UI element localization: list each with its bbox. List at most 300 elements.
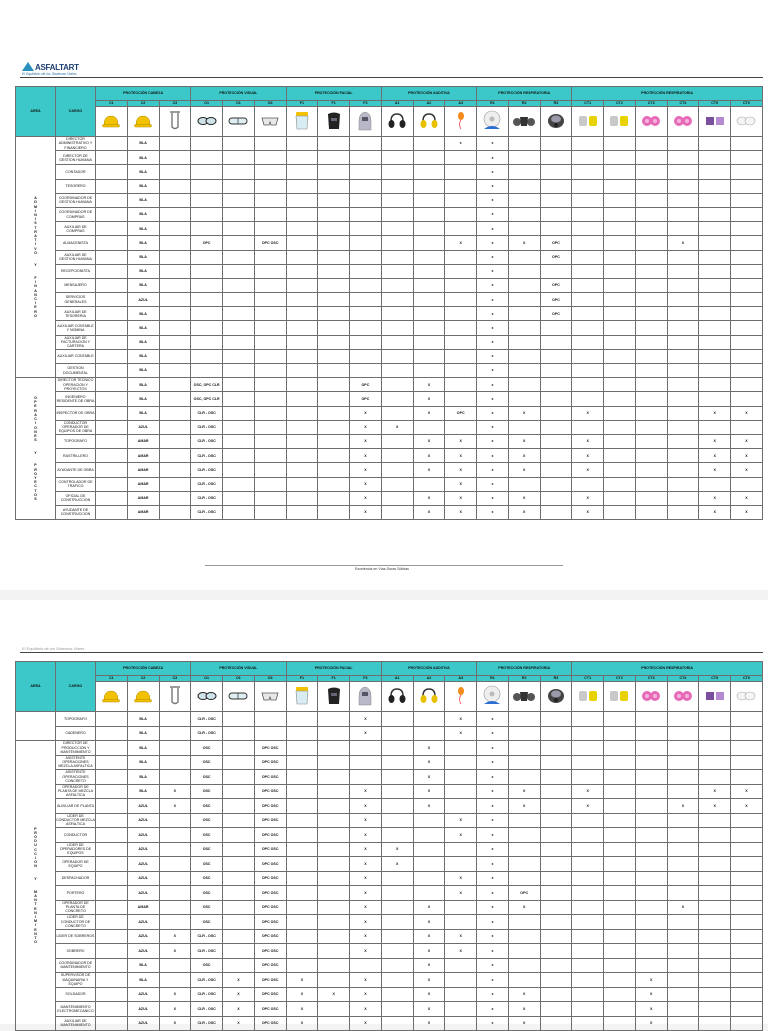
requirement-cell: BLA (127, 165, 159, 179)
requirement-cell (604, 842, 636, 857)
requirement-cell (350, 349, 382, 363)
requirement-cell (731, 193, 763, 207)
requirement-cell: AMAR (127, 449, 159, 463)
requirement-cell (540, 958, 572, 973)
page-2 (0, 600, 768, 1028)
requirement-cell (635, 828, 667, 843)
cargo-header: CARGO (56, 87, 96, 137)
requirement-cell: OPC (540, 236, 572, 250)
requirement-cell (604, 406, 636, 420)
requirement-cell (159, 321, 191, 335)
equipment-code: F1 (318, 676, 350, 682)
requirement-cell: OSC (191, 828, 223, 843)
requirement-cell (159, 278, 191, 292)
requirement-cell: x (477, 944, 509, 959)
requirement-cell (667, 828, 699, 843)
cargo-cell: LIDER DE OPERADORES DE EQUIPOS (56, 842, 96, 857)
equipment-code: A2 (413, 101, 445, 107)
requirement-cell (286, 321, 318, 335)
requirement-cell (508, 293, 540, 307)
requirement-cell (318, 321, 350, 335)
requirement-cell: BLA (127, 179, 159, 193)
equipment-code: R3 (540, 101, 572, 107)
disposable-respirator-icon (482, 109, 502, 134)
requirement-cell (604, 857, 636, 872)
table-row (16, 449, 763, 463)
requirement-cell (223, 434, 255, 448)
requirement-cell (159, 420, 191, 434)
requirement-cell (667, 915, 699, 930)
requirement-cell (604, 784, 636, 799)
requirement-cell: OPC (191, 236, 223, 250)
requirement-cell: x (477, 987, 509, 1002)
requirement-cell (159, 915, 191, 930)
requirement-cell (699, 278, 731, 292)
equipment-code: O1 (223, 676, 255, 682)
requirement-cell: X (508, 799, 540, 814)
requirement-cell (635, 857, 667, 872)
requirement-cell: X (699, 505, 731, 519)
requirement-cell (572, 378, 604, 392)
chin-strap-icon (169, 686, 181, 707)
requirement-cell (667, 491, 699, 505)
requirement-cell (667, 477, 699, 491)
requirement-cell (540, 799, 572, 814)
requirement-cell: x (477, 250, 509, 264)
requirement-cell: OPC OSC (254, 1002, 286, 1017)
requirement-cell: X (286, 1016, 318, 1031)
ppe-matrix-table (15, 661, 763, 1031)
requirement-cell: X (350, 915, 382, 930)
requirement-cell (699, 392, 731, 406)
requirement-cell: X (159, 987, 191, 1002)
requirement-cell (413, 726, 445, 741)
requirement-cell (699, 915, 731, 930)
requirement-cell (159, 207, 191, 221)
equipment-image-cell (254, 107, 286, 137)
requirement-cell (445, 420, 477, 434)
table-row (16, 434, 763, 448)
requirement-cell (413, 193, 445, 207)
requirement-cell (540, 349, 572, 363)
requirement-cell: x (477, 491, 509, 505)
table-row (16, 770, 763, 785)
requirement-cell (572, 857, 604, 872)
requirement-cell: X (572, 406, 604, 420)
requirement-cell (540, 871, 572, 886)
requirement-cell (96, 264, 128, 278)
requirement-cell: OPC (350, 392, 382, 406)
requirement-cell: x (477, 378, 509, 392)
requirement-cell (159, 900, 191, 915)
requirement-cell (96, 335, 128, 349)
requirement-cell: OSC (191, 813, 223, 828)
requirement-cell (572, 392, 604, 406)
requirement-cell (381, 137, 413, 151)
requirement-cell (381, 900, 413, 915)
requirement-cell (223, 137, 255, 151)
requirement-cell (96, 420, 128, 434)
requirement-cell (223, 944, 255, 959)
requirement-cell (667, 726, 699, 741)
safety-goggles-icon (228, 116, 248, 127)
requirement-cell: X (350, 406, 382, 420)
requirement-cell (445, 755, 477, 770)
requirement-cell: x (477, 741, 509, 756)
requirement-cell: OPC (445, 406, 477, 420)
requirement-cell: OPC OSC (254, 929, 286, 944)
requirement-cell (635, 420, 667, 434)
requirement-cell (699, 871, 731, 886)
requirement-cell: X (731, 784, 763, 799)
requirement-cell: CLR - OSC (191, 712, 223, 727)
requirement-cell (96, 1016, 128, 1031)
requirement-cell: x (477, 236, 509, 250)
requirement-cell (223, 236, 255, 250)
requirement-cell (445, 1016, 477, 1031)
requirement-cell (731, 857, 763, 872)
requirement-cell (667, 434, 699, 448)
protection-group-header: PROTECCIÓN FACIAL (286, 662, 381, 676)
requirement-cell: AMAR (127, 434, 159, 448)
equipment-code: O1 (191, 101, 223, 107)
requirement-cell (445, 278, 477, 292)
requirement-cell (445, 784, 477, 799)
requirement-cell (667, 349, 699, 363)
requirement-cell (604, 741, 636, 756)
requirement-cell (96, 944, 128, 959)
requirement-cell (731, 741, 763, 756)
requirement-cell (96, 193, 128, 207)
requirement-cell (223, 406, 255, 420)
requirement-cell (699, 222, 731, 236)
requirement-cell (731, 886, 763, 901)
requirement-cell (699, 250, 731, 264)
requirement-cell (286, 784, 318, 799)
requirement-cell (96, 755, 128, 770)
requirement-cell (508, 222, 540, 236)
requirement-cell (413, 222, 445, 236)
requirement-cell (635, 222, 667, 236)
requirement-cell (286, 335, 318, 349)
requirement-cell (604, 449, 636, 463)
requirement-cell (159, 264, 191, 278)
requirement-cell (318, 449, 350, 463)
table-row (16, 378, 763, 392)
requirement-cell: x (477, 886, 509, 901)
equipment-image-cell (381, 682, 413, 712)
requirement-cell: x (477, 264, 509, 278)
requirement-cell: AZUL (127, 293, 159, 307)
cargo-cell: OPERADOR DE PLANTA DE CONCRETO (56, 900, 96, 915)
requirement-cell (381, 434, 413, 448)
table-row (16, 929, 763, 944)
requirement-cell (508, 278, 540, 292)
requirement-cell (540, 137, 572, 151)
requirement-cell (381, 1016, 413, 1031)
requirement-cell (191, 335, 223, 349)
full-face-respirator-icon (546, 688, 566, 705)
requirement-cell (635, 151, 667, 165)
requirement-cell (159, 293, 191, 307)
requirement-cell: x (477, 420, 509, 434)
equipment-code: O1 (191, 676, 223, 682)
requirement-cell (508, 321, 540, 335)
requirement-cell (254, 505, 286, 519)
table-row (16, 871, 763, 886)
requirement-cell: x (477, 335, 509, 349)
requirement-cell: X (635, 1002, 667, 1017)
requirement-cell (318, 364, 350, 378)
requirement-cell (318, 741, 350, 756)
requirement-cell (508, 364, 540, 378)
requirement-cell (572, 813, 604, 828)
requirement-cell (445, 293, 477, 307)
requirement-cell (254, 392, 286, 406)
requirement-cell: X (699, 799, 731, 814)
requirement-cell (350, 741, 382, 756)
requirement-cell (159, 179, 191, 193)
requirement-cell: X (413, 463, 445, 477)
cargo-cell: COORDINADOR DE COMPRAS (56, 207, 96, 221)
earplug-icon (455, 687, 467, 706)
protection-group-header: PROTECCIÓN CABEZA (96, 662, 191, 676)
requirement-cell: x (477, 137, 509, 151)
protection-group-header: PROTECCIÓN RESPIRATORIA (477, 662, 572, 676)
requirement-cell (318, 406, 350, 420)
requirement-cell: x (477, 349, 509, 363)
requirement-cell (318, 770, 350, 785)
requirement-cell (223, 828, 255, 843)
requirement-cell (540, 406, 572, 420)
requirement-cell (381, 477, 413, 491)
requirement-cell: X (508, 505, 540, 519)
requirement-cell (635, 842, 667, 857)
requirement-cell (604, 900, 636, 915)
requirement-cell (540, 973, 572, 988)
safety-glasses-icon (197, 116, 217, 127)
equipment-image-cell (477, 107, 509, 137)
requirement-cell (731, 477, 763, 491)
table-row (16, 236, 763, 250)
requirement-cell (350, 137, 382, 151)
requirement-cell: x (477, 321, 509, 335)
requirement-cell (223, 179, 255, 193)
requirement-cell: X (381, 420, 413, 434)
cargo-cell: AYUDANTE DE OBRA (56, 463, 96, 477)
cargo-cell: OPERADOR DE EQUIPO (56, 857, 96, 872)
requirement-cell (381, 741, 413, 756)
requirement-cell (254, 151, 286, 165)
table-row (16, 137, 763, 151)
requirement-cell (96, 799, 128, 814)
equipment-image-cell (191, 682, 223, 712)
requirement-cell (667, 958, 699, 973)
equipment-image-cell (96, 682, 128, 712)
equipment-code: CT6 (731, 101, 763, 107)
requirement-cell (191, 179, 223, 193)
equipment-code: F1 (286, 101, 318, 107)
equipment-image-cell (159, 682, 191, 712)
requirement-cell (413, 236, 445, 250)
requirement-cell (508, 755, 540, 770)
cargo-cell: AYUDANTE DE CONSTRUCCION (56, 505, 96, 519)
requirement-cell: OPC (540, 250, 572, 264)
requirement-cell: AZUL (127, 420, 159, 434)
requirement-cell (445, 349, 477, 363)
requirement-cell (254, 726, 286, 741)
requirement-cell (254, 477, 286, 491)
requirement-cell (604, 349, 636, 363)
requirement-cell (731, 222, 763, 236)
requirement-cell (318, 264, 350, 278)
requirement-cell (508, 857, 540, 872)
requirement-cell: X (223, 973, 255, 988)
table-row (16, 900, 763, 915)
requirement-cell (96, 449, 128, 463)
requirement-cell: X (413, 449, 445, 463)
requirement-cell (445, 335, 477, 349)
requirement-cell (286, 828, 318, 843)
requirement-cell (699, 137, 731, 151)
requirement-cell (604, 137, 636, 151)
requirement-cell (572, 236, 604, 250)
requirement-cell (508, 477, 540, 491)
requirement-cell (667, 755, 699, 770)
requirement-cell: AMAR (127, 900, 159, 915)
table-row (16, 799, 763, 814)
earmuff-icon (388, 113, 406, 130)
requirement-cell (572, 165, 604, 179)
requirement-cell: X (413, 799, 445, 814)
requirement-cell (540, 364, 572, 378)
requirement-cell (96, 929, 128, 944)
requirement-cell (604, 755, 636, 770)
cargo-cell: SUPERVISOR DE MAQUINARIA Y EQUIPO (56, 973, 96, 988)
requirement-cell (667, 392, 699, 406)
equipment-code: A3 (445, 101, 477, 107)
requirement-cell (159, 712, 191, 727)
equipment-code: A2 (413, 676, 445, 682)
requirement-cell: OSC (191, 741, 223, 756)
requirement-cell: X (445, 929, 477, 944)
requirement-cell (381, 491, 413, 505)
equipment-image-cell (635, 682, 667, 712)
requirement-cell (572, 264, 604, 278)
requirement-cell (445, 1002, 477, 1017)
requirement-cell: X (286, 973, 318, 988)
cartridge-purple-icon (705, 115, 725, 128)
requirement-cell (635, 886, 667, 901)
requirement-cell (413, 842, 445, 857)
requirement-cell: BLA (127, 250, 159, 264)
requirement-cell: OPC OSC (254, 973, 286, 988)
equipment-image-cell (350, 682, 382, 712)
requirement-cell (96, 987, 128, 1002)
requirement-cell (699, 321, 731, 335)
equipment-image-row (16, 682, 763, 712)
cargo-cell: SOBRERO (56, 944, 96, 959)
requirement-cell (413, 886, 445, 901)
requirement-cell: x (477, 449, 509, 463)
requirement-cell (318, 929, 350, 944)
requirement-cell: BLA (127, 392, 159, 406)
requirement-cell: X (350, 449, 382, 463)
requirement-cell (508, 915, 540, 930)
protection-group-header: PROTECCIÓN AUDITIVA (381, 662, 476, 676)
requirement-cell (699, 755, 731, 770)
cargo-cell: MENSAJERO (56, 278, 96, 292)
requirement-cell (508, 165, 540, 179)
equipment-image-cell (286, 682, 318, 712)
requirement-cell (254, 491, 286, 505)
requirement-cell (159, 871, 191, 886)
welding-mask-icon (327, 112, 341, 131)
requirement-cell: X (159, 1002, 191, 1017)
requirement-cell (96, 973, 128, 988)
requirement-cell (667, 944, 699, 959)
requirement-cell: OSC, OPC CLR (191, 378, 223, 392)
requirement-cell (159, 973, 191, 988)
equipment-image-cell (350, 107, 382, 137)
requirement-cell: AZUL (127, 813, 159, 828)
requirement-cell (381, 250, 413, 264)
requirement-cell (318, 726, 350, 741)
requirement-cell (508, 307, 540, 321)
requirement-cell (223, 915, 255, 930)
requirement-cell (604, 179, 636, 193)
table-row (16, 250, 763, 264)
requirement-cell (381, 828, 413, 843)
requirement-cell (350, 250, 382, 264)
requirement-cell (223, 799, 255, 814)
table-row (16, 335, 763, 349)
requirement-cell (667, 813, 699, 828)
requirement-cell (223, 349, 255, 363)
requirement-cell: OPC OSC (254, 799, 286, 814)
table-row (16, 958, 763, 973)
requirement-cell (540, 987, 572, 1002)
requirement-cell (445, 179, 477, 193)
requirement-cell (635, 755, 667, 770)
company-tagline-faded: El Equilibrio de los Sistemas Viales (22, 646, 85, 651)
requirement-cell (699, 973, 731, 988)
requirement-cell (254, 335, 286, 349)
requirement-cell (381, 236, 413, 250)
requirement-cell (286, 770, 318, 785)
requirement-cell (191, 364, 223, 378)
requirement-cell (635, 915, 667, 930)
requirement-cell: OSC (191, 784, 223, 799)
requirement-cell (286, 434, 318, 448)
requirement-cell: CLR - OSC (191, 420, 223, 434)
requirement-cell (699, 349, 731, 363)
requirement-cell: CLR - OSC (191, 987, 223, 1002)
cargo-cell: LIDER DE SOBREROS (56, 929, 96, 944)
face-shield-icon (294, 111, 310, 132)
requirement-cell (318, 179, 350, 193)
requirement-cell (223, 420, 255, 434)
requirement-cell: X (731, 505, 763, 519)
requirement-cell: AZUL (127, 1016, 159, 1031)
requirement-cell: BLA (127, 378, 159, 392)
requirement-cell (540, 1016, 572, 1031)
requirement-cell: X (350, 463, 382, 477)
requirement-cell: X (572, 491, 604, 505)
requirement-cell (223, 193, 255, 207)
requirement-cell (699, 886, 731, 901)
requirement-cell: x (477, 813, 509, 828)
